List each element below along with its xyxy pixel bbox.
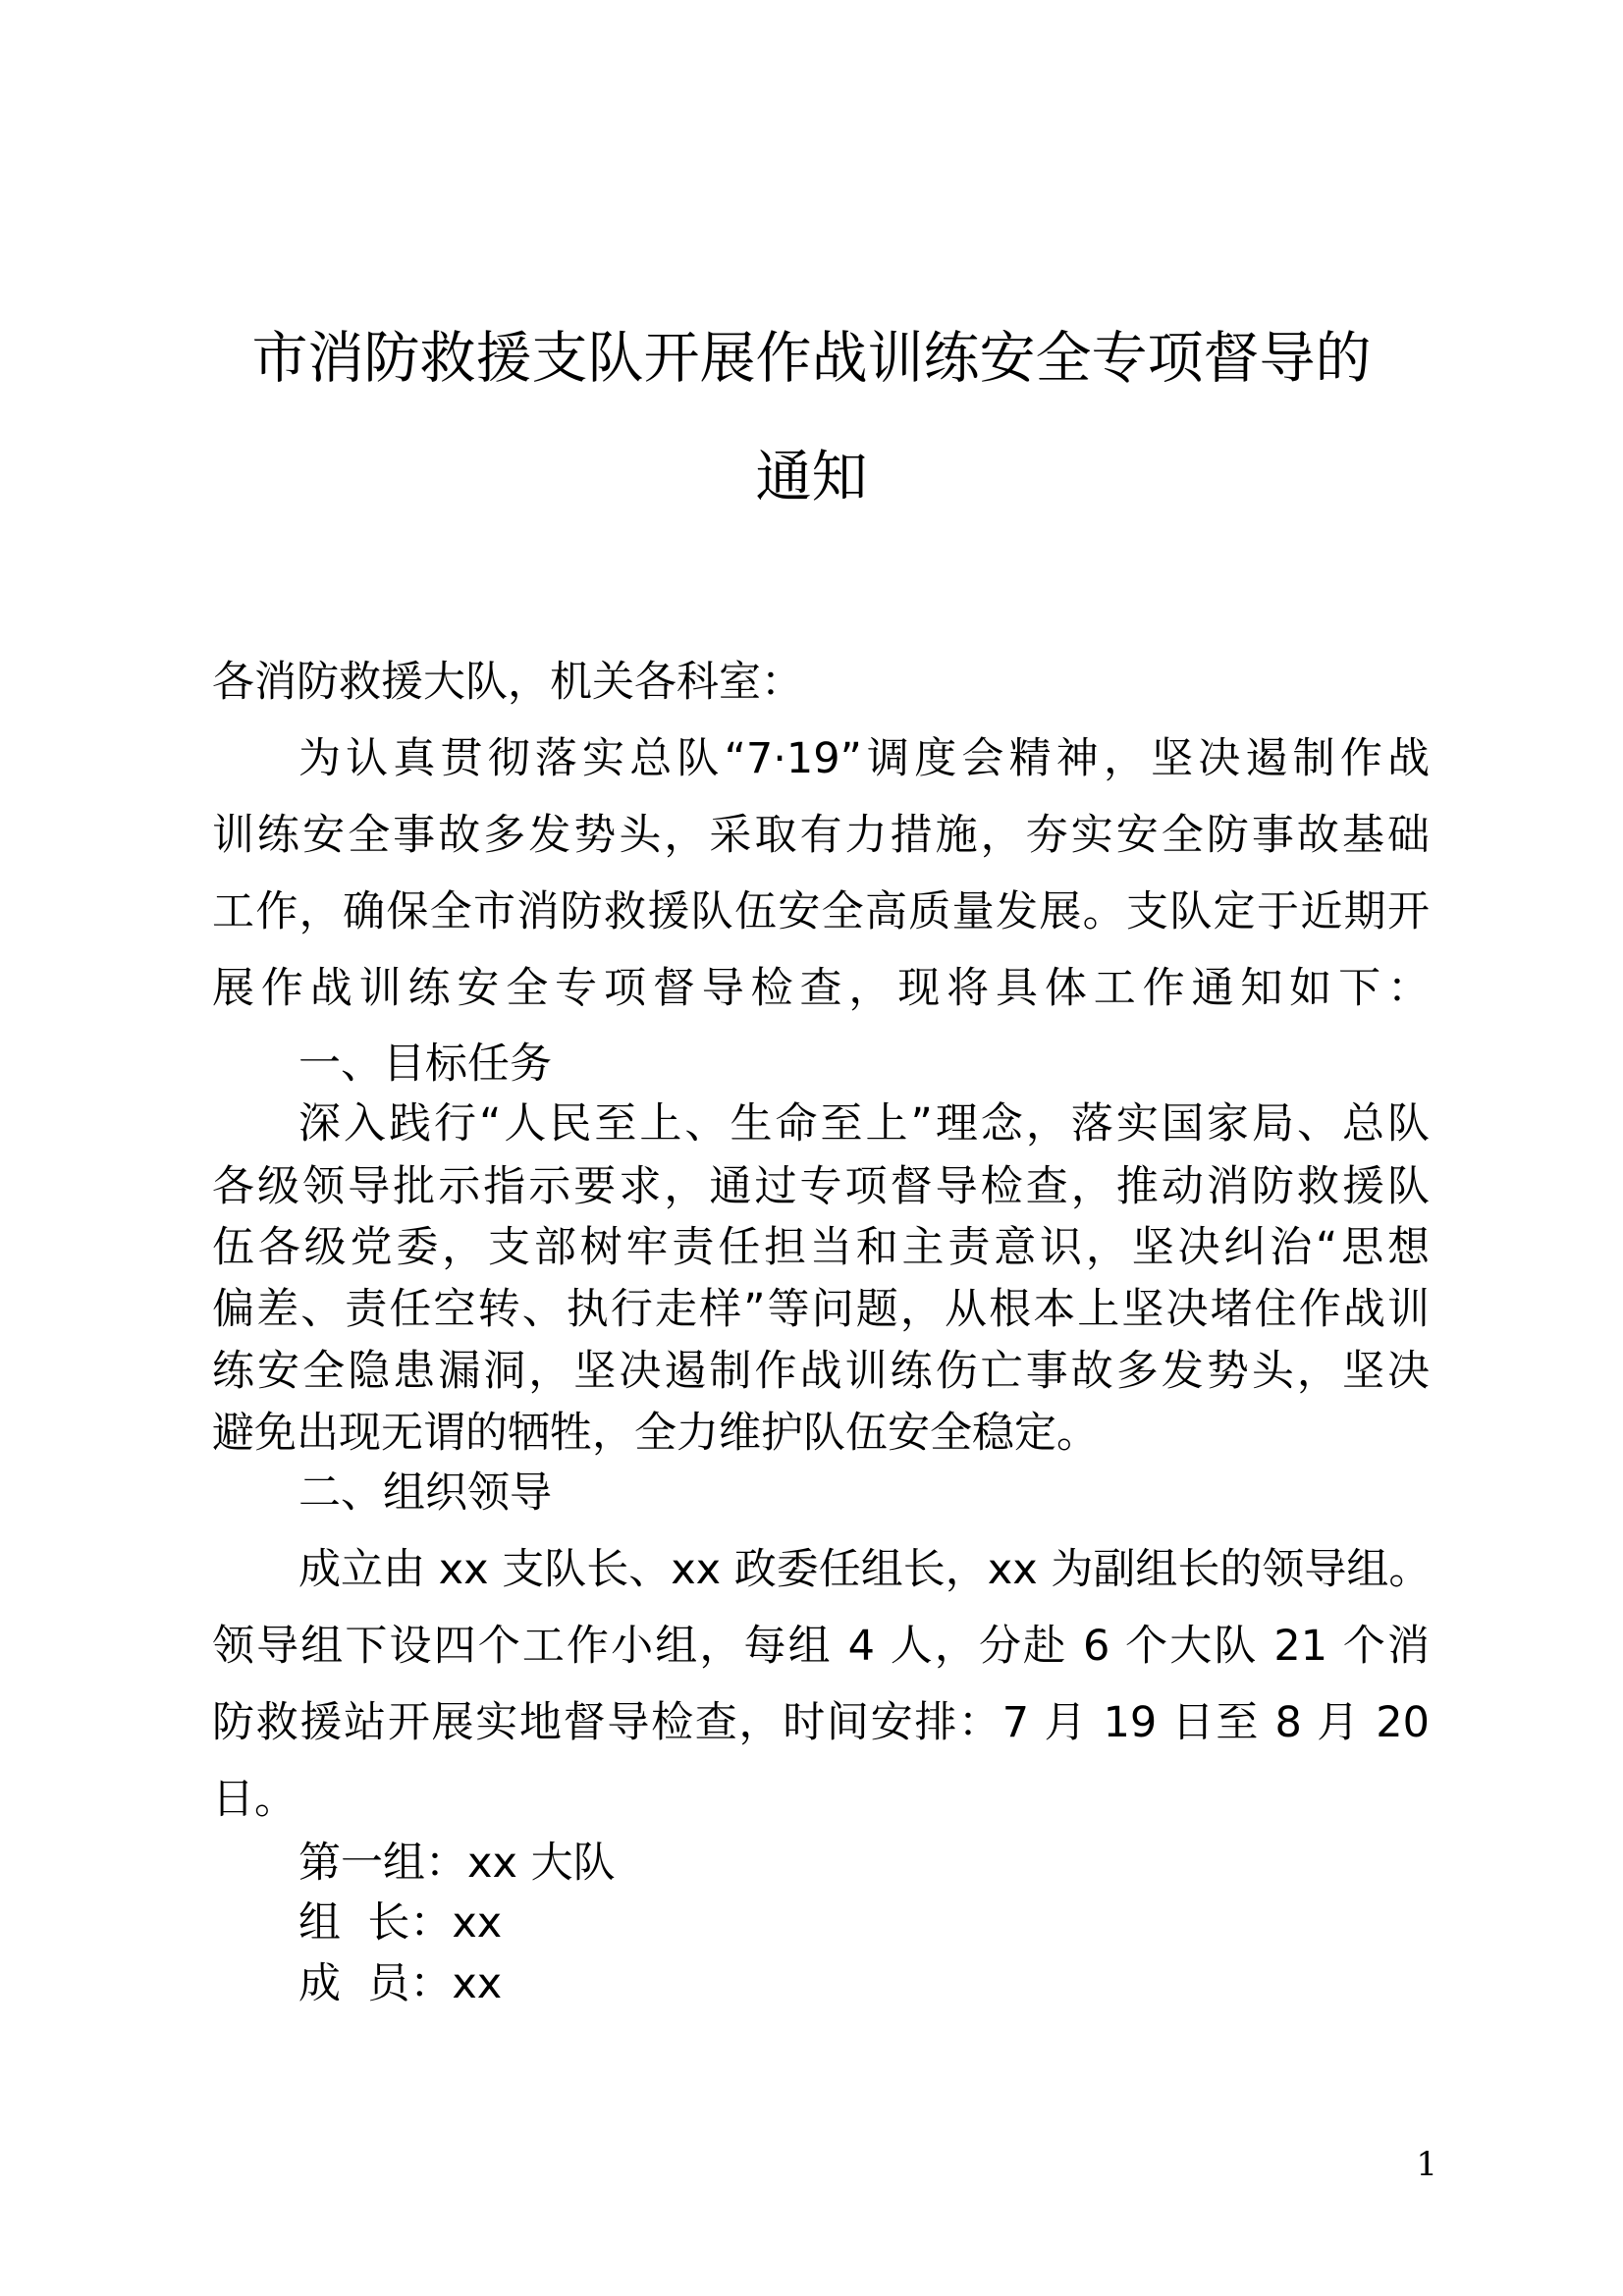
- intro-line-3: 工作，确保全市消防救援队伍安全高质量发展。支队定于近期开: [212, 887, 1430, 936]
- section-2-line-2: 领导组下设四个工作小组，每组 4 人，分赴 6 个大队 21 个消: [212, 1622, 1430, 1671]
- document-title-line-1: 市消防救援支队开展作战训练安全专项督导的: [251, 326, 1372, 391]
- section-2-line-4: 日。: [212, 1775, 297, 1824]
- section-1-line-6: 避免出现无谓的牺牲，全力维护队伍安全稳定。: [212, 1409, 1099, 1458]
- section-2-heading: 二、组织领导: [298, 1468, 552, 1518]
- section-1-line-5: 练安全隐患漏洞，坚决遏制作战训练伤亡事故多发势头，坚决: [212, 1347, 1430, 1396]
- page-number: 1: [1416, 2145, 1437, 2184]
- intro-line-2: 训练安全事故多发势头，采取有力措施，夯实安全防事故基础: [212, 811, 1430, 860]
- group-1-members: 成 员：xx: [298, 1959, 503, 2008]
- group-1-leader: 组 长：xx: [298, 1898, 503, 1948]
- section-1-line-1: 深入践行“人民至上、生命至上”理念，落实国家局、总队: [298, 1099, 1430, 1148]
- intro-line-4: 展作战训练安全专项督导检查，现将具体工作通知如下：: [212, 964, 1430, 1013]
- section-2-line-3: 防救援站开展实地督导检查，时间安排：7 月 19 日至 8 月 20: [212, 1698, 1430, 1747]
- section-1-line-4: 偏差、责任空转、执行走样”等问题，从根本上坚决堵住作战训: [212, 1285, 1430, 1334]
- document-title-line-2: 通知: [755, 445, 868, 509]
- section-1-heading: 一、目标任务: [298, 1040, 552, 1089]
- section-1-line-2: 各级领导批示指示要求，通过专项督导检查，推动消防救援队: [212, 1162, 1430, 1211]
- section-1-line-3: 伍各级党委，支部树牢责任担当和主责意识，坚决纠治“思想: [212, 1223, 1430, 1272]
- intro-line-1: 为认真贯彻落实总队“7·19”调度会精神，坚决遏制作战: [298, 734, 1430, 783]
- salutation: 各消防救援大队，机关各科室：: [212, 658, 803, 707]
- group-1-label: 第一组：xx 大队: [298, 1839, 616, 1888]
- section-2-line-1: 成立由 xx 支队长、xx 政委任组长，xx 为副组长的领导组。: [298, 1545, 1432, 1594]
